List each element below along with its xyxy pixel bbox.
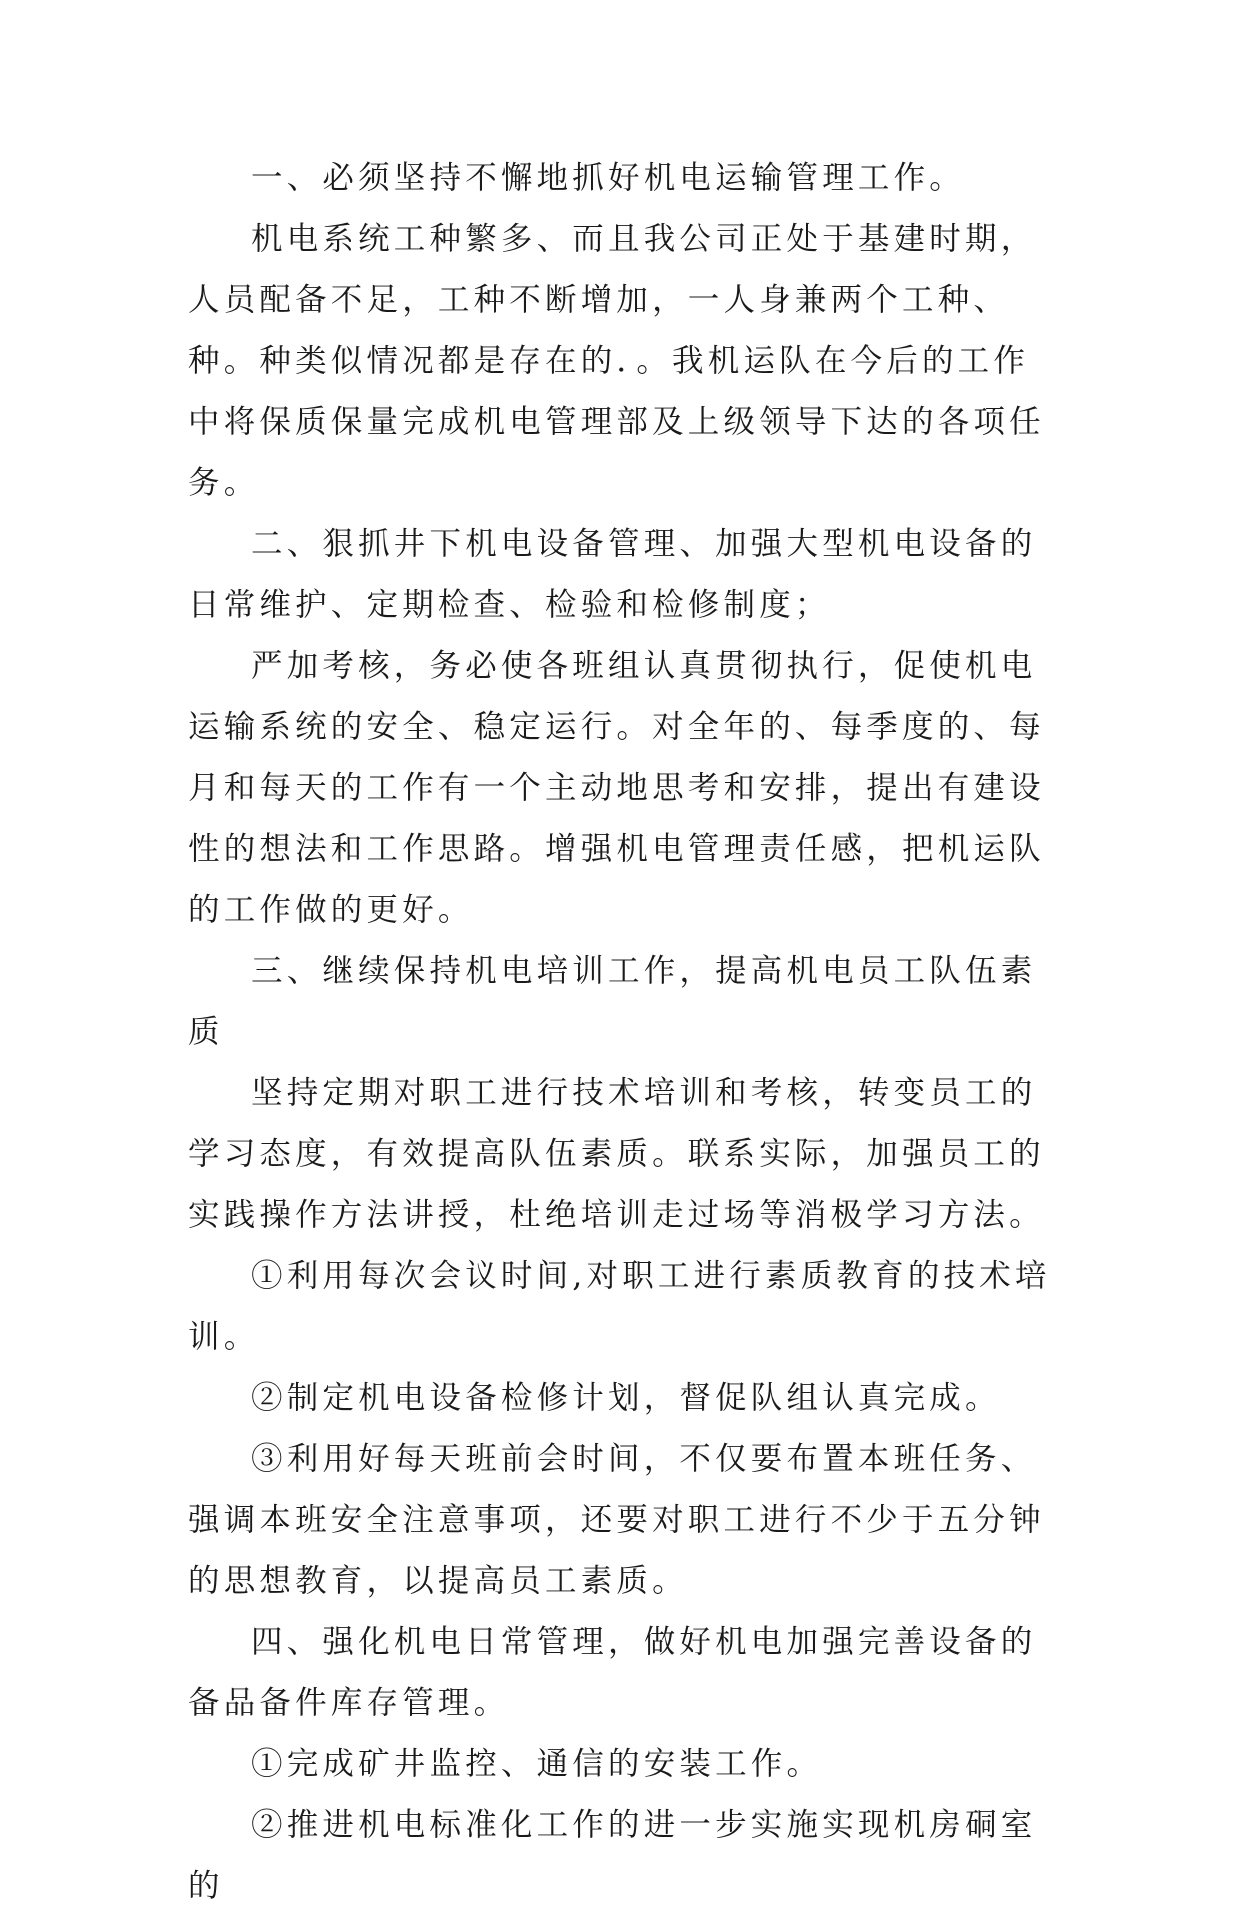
list-item-management-2: ②推进机电标准化工作的进一步实施实现机房硐室的	[188, 1807, 1037, 1904]
list-item-training-3: ③利用好每天班前会时间，不仅要布置本班任务、强调本班安全注意事项，还要对职工进行不少于五分钟的思想教育，以提高员工素质。	[188, 1441, 1045, 1599]
list-item-training-2: ②制定机电设备检修计划，督促队组认真完成。	[251, 1380, 1001, 1416]
paragraph-assessment: 严加考核，务必使各班组认真贯彻执行，促使机电运输系统的安全、稳定运行。对全年的、每季度的、每月和每天的工作有一个主动地思考和安排，提出有建设性的想法和工作思路。增强机电管理责任感，把机运队的工作做的更好。	[188, 648, 1045, 928]
list-item-management-1: ①完成矿井监控、通信的安装工作。	[251, 1746, 823, 1782]
heading-section-4: 四、强化机电日常管理，做好机电加强完善设备的备品备件库存管理。	[188, 1624, 1037, 1721]
list-item-training-1: ①利用每次会议时间,对职工进行素质教育的技术培训。	[188, 1258, 1051, 1355]
heading-section-1: 一、必须坚持不懈地抓好机电运输管理工作。	[251, 160, 966, 196]
document-body	[188, 148, 1056, 1917]
heading-section-3: 三、继续保持机电培训工作，提高机电员工队伍素质	[188, 953, 1037, 1050]
heading-section-2: 二、狠抓井下机电设备管理、加强大型机电设备的日常维护、定期检查、检验和检修制度；	[188, 526, 1037, 623]
paragraph-staffing: 机电系统工种繁多、而且我公司正处于基建时期，人员配备不足，工种不断增加，一人身兼两个工种、种。种类似情况都是存在的．。我机运队在今后的工作中将保质保量完成机电管理部及上级领导下达的各项任务。	[188, 221, 1045, 501]
paragraph-training: 坚持定期对职工进行技术培训和考核，转变员工的学习态度，有效提高队伍素质。联系实际，加强员工的实践操作方法讲授，杜绝培训走过场等消极学习方法。	[188, 1075, 1045, 1233]
